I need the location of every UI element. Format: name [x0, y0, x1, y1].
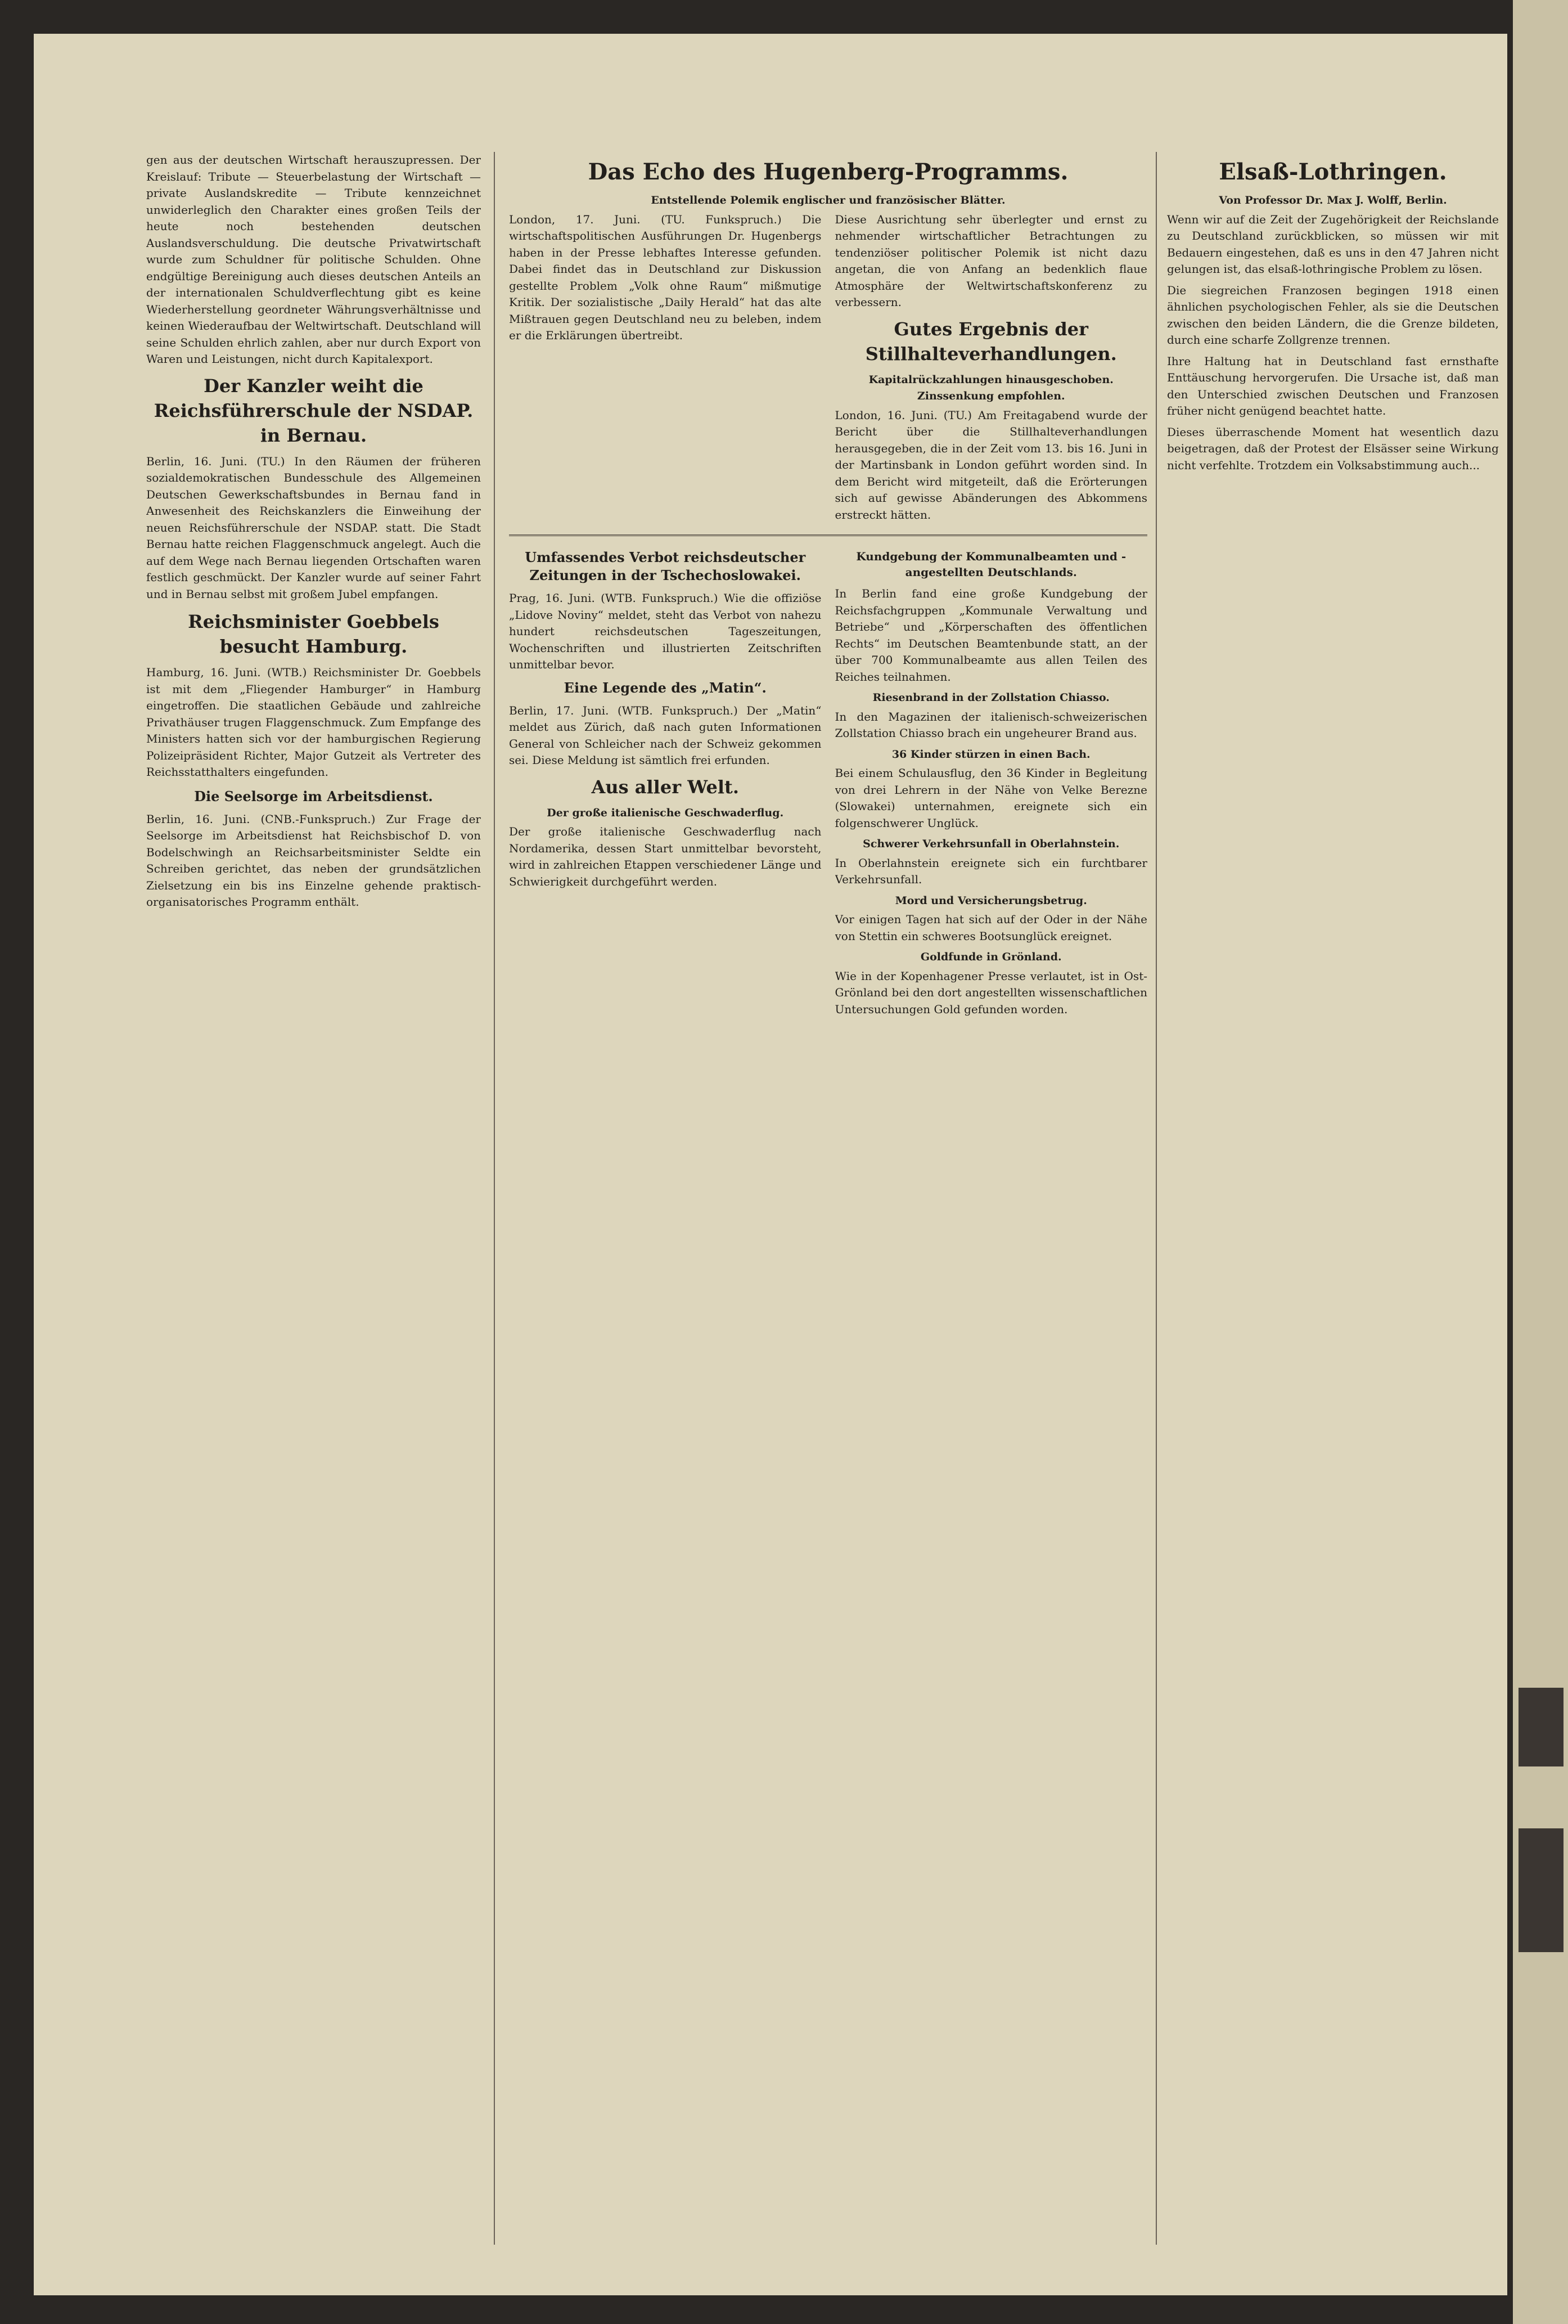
kanzler-headline: Der Kanzler weiht die Reichsführerschule der NSDAP. in Bernau. [154, 375, 474, 446]
goebbels-headline: Reichsminister Goebbels besucht Hamburg. [188, 611, 439, 657]
kanzler-text: Berlin, 16. Juni. (TU.) In den Räumen der früheren sozialdemokratischen Bundesschule des Allgemeinen Deutschen Gewerkschaftsbundes in Bernau fand in Anwesenheit des Reichskanzlers die Einweihung der neuen Reichsführerschule der NSDAP. statt. Die Stadt Bernau hatte reichen Flaggenschmuck angelegt. Auch die auf dem Wege nach Bernau liegenden Ortschaften waren festlich geschmückt. Der Kanzler wurde auf seiner Fahrt und in Bernau selbst mit großem Jubel empfangen. [146, 454, 481, 601]
stillhalte-subheadline: Kapitalrückzahlungen hinausgeschoben. Zinssenkung empfohlen. [868, 373, 1114, 402]
matin-text: Berlin, 17. Juni. (WTB. Funkspruch.) Der „Matin“ meldet aus Zürich, daß nach guten Informationen General von Schleicher nach der Schweiz gekommen sei. Diese Meldung ist sämtlich frei erfunden. [509, 703, 822, 767]
main-subheadline: Entstellende Polemik englischer und französischer Blätter. [651, 194, 1006, 206]
print-fragment [1519, 1828, 1564, 1952]
matin-headline: Eine Legende des „Matin“. [564, 679, 767, 696]
stillhalte-text: London, 16. Juni. (TU.) Am Freitagabend wurde der Bericht über die Stillhalteverhandlungen herausgegeben, die in der Zeit vom 13. bis 16. Juni in der Martinsbank in London geführt worden sind. In dem Bericht wird mitgeteilt, daß die Erörterungen sich auf gewisse Abänderungen des Abkommens erstreckt hätten. [835, 408, 1147, 522]
groenland-text: Wie in der Kopenhagener Presse verlautet, ist in Ost-Grönland bei den dort angestellten wissenschaftlichen Untersuchungen Gold gefunden worden. [835, 969, 1147, 1016]
elsass-text-c: Ihre Haltung hat in Deutschland fast ernsthafte Enttäuschung hervorgerufen. Die Ursache ist, daß man den Unterschied zwischen Deutschen und Franzosen früher nicht genügend beachtet hatte. [1167, 354, 1499, 417]
tschecho-text: Prag, 16. Juni. (WTB. Funkspruch.) Wie die offiziöse „Lidove Noviny“ meldet, steht das Verbot von nahezu hundert reichsdeutschen Tageszeitungen, Wochenschriften und illustrierten Zeitschriften unmittelbar bevor. [509, 591, 822, 671]
chiasso-headline: Riesenbrand in der Zollstation Chiasso. [872, 691, 1110, 704]
chiasso-text: In den Magazinen der italienisch-schweizerischen Zollstation Chiasso brach ein ungeheurer Brand aus. [835, 709, 1147, 740]
section-rule [509, 534, 1147, 536]
welt-subheadline: Der große italienische Geschwaderflug. [547, 806, 784, 819]
main-article-text-a: London, 17. Juni. (TU. Funkspruch.) Die wirtschaftspolitischen Ausführungen Dr. Hugenbergs haben in der Presse lebhaftes Interesse gefunden. Dabei findet das in Deutschland zur Diskussion gestellte Problem „Volk ohne Raum“ mißmutige Kritik. Der sozialistische „Daily Herald“ hat das alte Mißtrauen gegen Deutschland neu zu beleben, indem er die Erklärungen übertreibt. [509, 212, 822, 342]
top-article-columns [509, 212, 1147, 528]
goebbels-text: Hamburg, 16. Juni. (WTB.) Reichsminister Dr. Goebbels ist mit dem „Fliegender Hamburger“ in Hamburg eingetroffen. Die staatlichen Gebäude und zahlreiche Privathäuser trugen Flaggenschmuck. Zum Empfange des Ministers hatten sich vor der hamburgischen Regierung Polizeipräsident Richter, Major Gutzeit als Vertreter des Reichsstatthalters eingefunden. [146, 666, 481, 779]
elsass-text-b: Die siegreichen Franzosen begingen 1918 einen ähnlichen psychologischen Fehler, als sie die Deutschen zwischen den beiden Ländern, die die Grenze bildeten, durch eine scharfe Zollgrenze trennen. [1167, 283, 1499, 347]
welt-headline: Aus aller Welt. [591, 776, 739, 798]
intro-text: gen aus der deutschen Wirtschaft herauszupressen. Der Kreislauf: Tribute — Steuerbelastung der Wirtschaft — private Auslandskredite — Tribute kennzeichnet unwiderleglich den Charakter eines großen Teils der heute noch bestehenden deutschen Auslandsverschuldung. Die deutsche Privatwirtschaft wurde zum Schuldner für politische Schulden. Ohne endgültige Bereinigung auch dieses deutschen Anteils an der internationalen Schuldverflechtung gibt es keine Wiederherstellung geordneter Währungsverhältnisse und keinen Wiederaufbau der Weltwirtschaft. Deutschland will seine Schulden ehrlich zahlen, aber nur durch Export von Waren und Leistungen, nicht durch Kapitalexport. [146, 153, 481, 366]
welt-text: Der große italienische Geschwaderflug nach Nordamerika, dessen Start unmittelbar bevorsteht, wird in zahlreichen Etappen verschiedener Länge und Schwierigkeit durchgeführt werden. [509, 825, 822, 888]
main-article-text-b: Diese Ausrichtung sehr überlegter und ernst zu nehmender wirtschaftlicher Betrachtungen zu tendenziöser politischer Polemik ist nicht dazu angetan, die von Anfang an bedenklich flaue Atmosphäre der Weltwirtschaftskonferenz zu verbessern. [835, 212, 1147, 309]
column-divider [1156, 152, 1157, 2245]
elsass-text-d: Dieses überraschende Moment hat wesentlich dazu beigetragen, daß der Protest der Elsässer seine Wirkung nicht verfehlte. Trotzdem ein Volksabstimmung auch... [1167, 425, 1499, 472]
newspaper-page [34, 34, 1507, 2295]
middle-column [509, 152, 1147, 2245]
right-column [1167, 152, 1499, 2245]
bach-text: Bei einem Schulausflug, den 36 Kinder in Begleitung von drei Lehrern in der Nähe von Velke Berezne (Slowakei) unternahmen, ereignete sich ein folgenschwerer Unglück. [835, 766, 1147, 830]
main-headline: Das Echo des Hugenberg-Programms. [588, 159, 1069, 185]
mord-text: Vor einigen Tagen hat sich auf der Oder in der Nähe von Stettin ein schweres Bootsunglück ereignet. [835, 912, 1147, 943]
column-divider [494, 152, 495, 2245]
oberlahnstein-headline: Schwerer Verkehrsunfall in Oberlahnstein. [863, 838, 1120, 850]
kundgebung-text: In Berlin fand eine große Kundgebung der Reichsfachgruppen „Kommunale Verwaltung und Betriebe“ und „Körperschaften des öffentlichen Rechts“ im Deutschen Beamtenbunde statt, an der über 700 Kommunalbeamte aus allen Teilen des Reiches teilnahmen. [835, 587, 1147, 684]
tschecho-headline: Umfassendes Verbot reichsdeutscher Zeitungen in der Tschechoslowakei. [525, 549, 806, 583]
oberlahnstein-text: In Oberlahnstein ereignete sich ein furchtbarer Verkehrsunfall. [835, 856, 1147, 886]
elsass-byline: Von Professor Dr. Max J. Wolff, Berlin. [1219, 194, 1447, 206]
seelsorge-headline: Die Seelsorge im Arbeitsdienst. [194, 788, 433, 804]
elsass-headline: Elsaß-Lothringen. [1219, 159, 1447, 185]
left-column [146, 152, 481, 2245]
mord-headline: Mord und Versicherungsbetrug. [895, 894, 1087, 907]
adjacent-page-edge [1513, 0, 1568, 2324]
elsass-text-a: Wenn wir auf die Zeit der Zugehörigkeit der Reichslande zu Deutschland zurückblicken, so müssen wir mit Bedauern eingestehen, daß es uns in den 47 Jahren nicht gelungen ist, das elsaß-lothringische Problem zu lösen. [1167, 212, 1499, 276]
bach-headline: 36 Kinder stürzen in einen Bach. [891, 748, 1091, 761]
groenland-headline: Goldfunde in Grönland. [920, 951, 1062, 963]
stillhalte-headline: Gutes Ergebnis der Stillhalteverhandlungen. [865, 318, 1117, 365]
bottom-article-columns [509, 543, 1147, 1022]
seelsorge-text: Berlin, 16. Juni. (CNB.-Funkspruch.) Zur Frage der Seelsorge im Arbeitsdienst hat Reichsbischof D. von Bodelschwingh an Reichsarbeitsminister Seldte ein Schreiben gerichtet, das neben der grundsätzlichen Zielsetzung ein bis ins Einzelne gehende praktisch-organisatorisches Programm enthält. [146, 812, 481, 909]
print-fragment [1519, 1688, 1564, 1766]
kundgebung-headline: Kundgebung der Kommunalbeamten und -angestellten Deutschlands. [856, 550, 1127, 579]
